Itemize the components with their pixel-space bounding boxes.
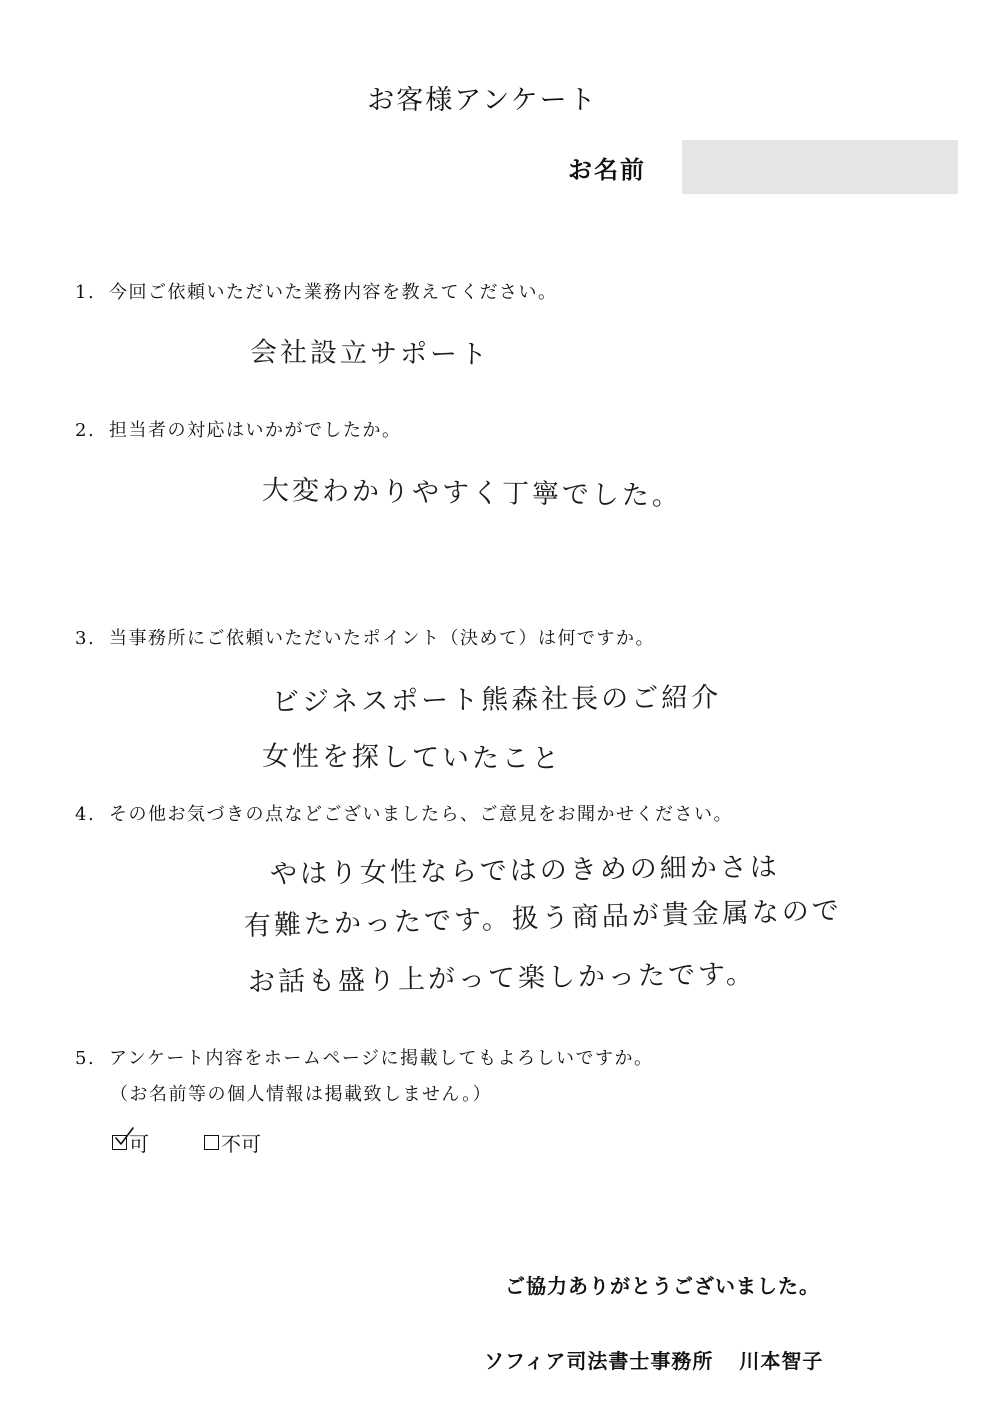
answer-2: 大変わかりやすく丁寧でした。 xyxy=(261,475,683,512)
question-number: 4. xyxy=(75,804,96,825)
office-signature xyxy=(484,1345,823,1374)
question-text: 担当者の対応はいかがでしたか。 xyxy=(109,420,402,441)
question-4 xyxy=(75,800,733,826)
question-1 xyxy=(75,278,558,304)
answer-1: 会社設立サポート xyxy=(249,337,491,371)
survey-title: お客様アンケート xyxy=(367,85,598,116)
question-2 xyxy=(75,416,402,442)
question-number: 2. xyxy=(75,420,96,441)
question-5 xyxy=(75,1044,654,1070)
question-text: その他お気づきの点などございましたら、ご意見をお聞かせください。 xyxy=(109,804,733,825)
checkbox-checked[interactable] xyxy=(112,1135,127,1150)
question-number: 1. xyxy=(75,282,96,303)
question-text: 当事務所にご依頼いただいたポイント（決めて）は何ですか。 xyxy=(109,628,655,649)
question-text: アンケート内容をホームページに掲載してもよろしいですか。 xyxy=(109,1048,654,1069)
question-3 xyxy=(75,624,655,650)
office-name: ソフィア司法書士事務所 xyxy=(484,1349,714,1373)
answer-3-line-1: ビジネスポート熊森社長のご紹介 xyxy=(271,682,722,718)
thanks-message: ご協力ありがとうございました。 xyxy=(505,1274,820,1298)
answer-4-line-2: 有難たかったです。扱う商品が貴金属なので xyxy=(243,895,843,942)
answer-4-line-1: やはり女性ならではのきめの細かさは xyxy=(269,851,780,890)
question-number: 3. xyxy=(75,628,96,649)
question-number: 5. xyxy=(75,1048,96,1069)
name-field xyxy=(682,140,958,194)
privacy-note: （お名前等の個人情報は掲載致しません。） xyxy=(110,1084,493,1105)
consent-option-no[interactable] xyxy=(204,1128,261,1157)
consent-option-yes[interactable] xyxy=(112,1128,149,1157)
answer-3-line-2: 女性を探していたこと xyxy=(261,741,563,775)
person-name: 川本智子 xyxy=(739,1349,824,1373)
checkbox-unchecked[interactable] xyxy=(204,1135,219,1150)
name-label: お名前 xyxy=(568,155,646,184)
consent-option-label: 不可 xyxy=(221,1132,261,1156)
checkmark-icon xyxy=(114,1127,134,1147)
answer-4-line-3: お話も盛り上がって楽しかったです。 xyxy=(247,959,757,998)
consent-option-label: 可 xyxy=(129,1132,149,1156)
question-text: 今回ご依頼いただいた業務内容を教えてください。 xyxy=(109,282,558,303)
